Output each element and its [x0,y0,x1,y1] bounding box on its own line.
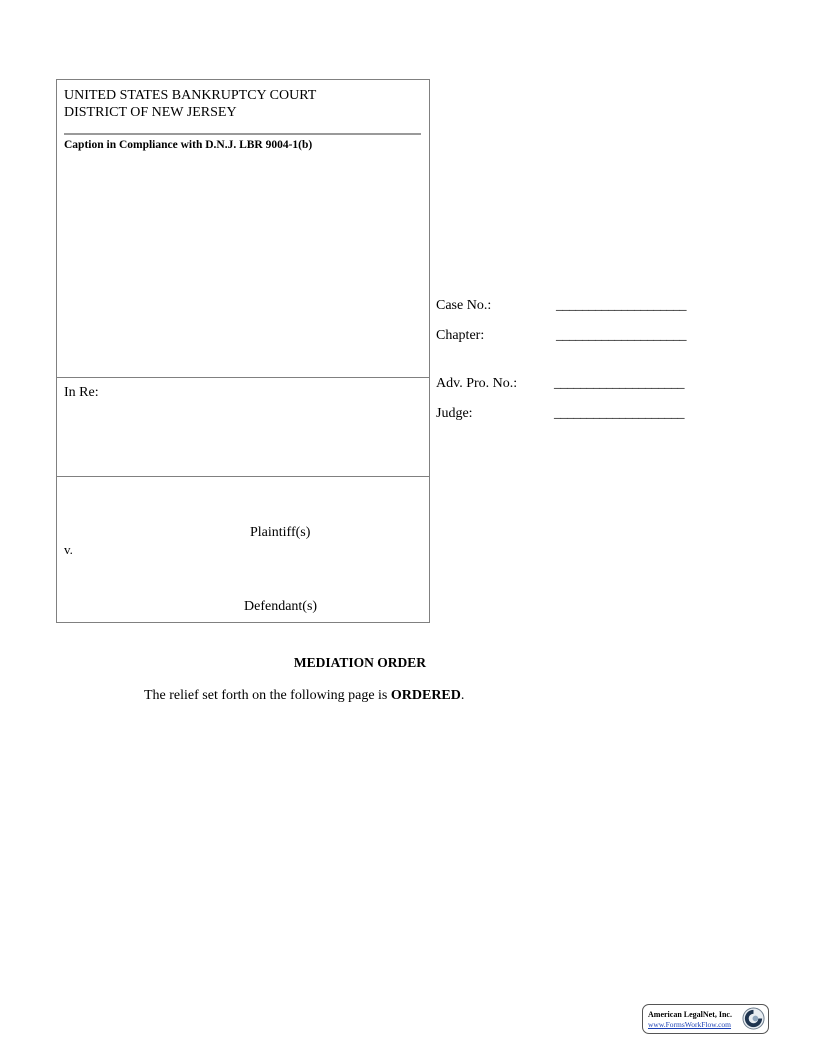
order-title: MEDIATION ORDER [293,655,427,670]
case-number-label: Case No.: [436,298,492,313]
footer-badge[interactable] [642,1004,769,1034]
parties-section [57,476,429,623]
order-body-text: The relief set forth on the following page is [144,688,391,703]
globe-swirl-icon [742,1007,765,1030]
footer-company: American LegalNet, Inc. [648,1010,732,1019]
versus-label: v. [64,542,73,557]
plaintiff-label: Plaintiff(s) [250,525,311,540]
adv-pro-number-label: Adv. Pro. No.: [436,376,518,391]
court-name: UNITED STATES BANKRUPTCY COURT [64,88,317,103]
caption-box [56,79,430,623]
in-re-section [57,377,429,476]
chapter-blank[interactable]: ____________________ [556,328,686,343]
court-header-section [57,80,429,377]
order-body-suffix: . [460,688,465,703]
defendant-label: Defendant(s) [244,599,318,614]
case-number-blank[interactable]: ____________________ [556,298,686,313]
order-body [144,688,464,704]
adv-pro-number-blank[interactable]: ____________________ [554,376,684,391]
in-re-label: In Re: [64,385,99,400]
footer-url-link[interactable]: www.FormsWorkFlow.com [648,1020,732,1029]
judge-label: Judge: [436,406,473,421]
caption-compliance-note: Caption in Compliance with D.N.J. LBR 9004-1(b) [64,139,313,151]
court-district: DISTRICT OF NEW JERSEY [64,105,237,120]
judge-blank[interactable]: ____________________ [554,406,684,421]
header-divider [64,133,421,135]
chapter-label: Chapter: [436,328,485,343]
court-title [64,87,316,121]
order-emphasis: ORDERED [390,688,461,703]
